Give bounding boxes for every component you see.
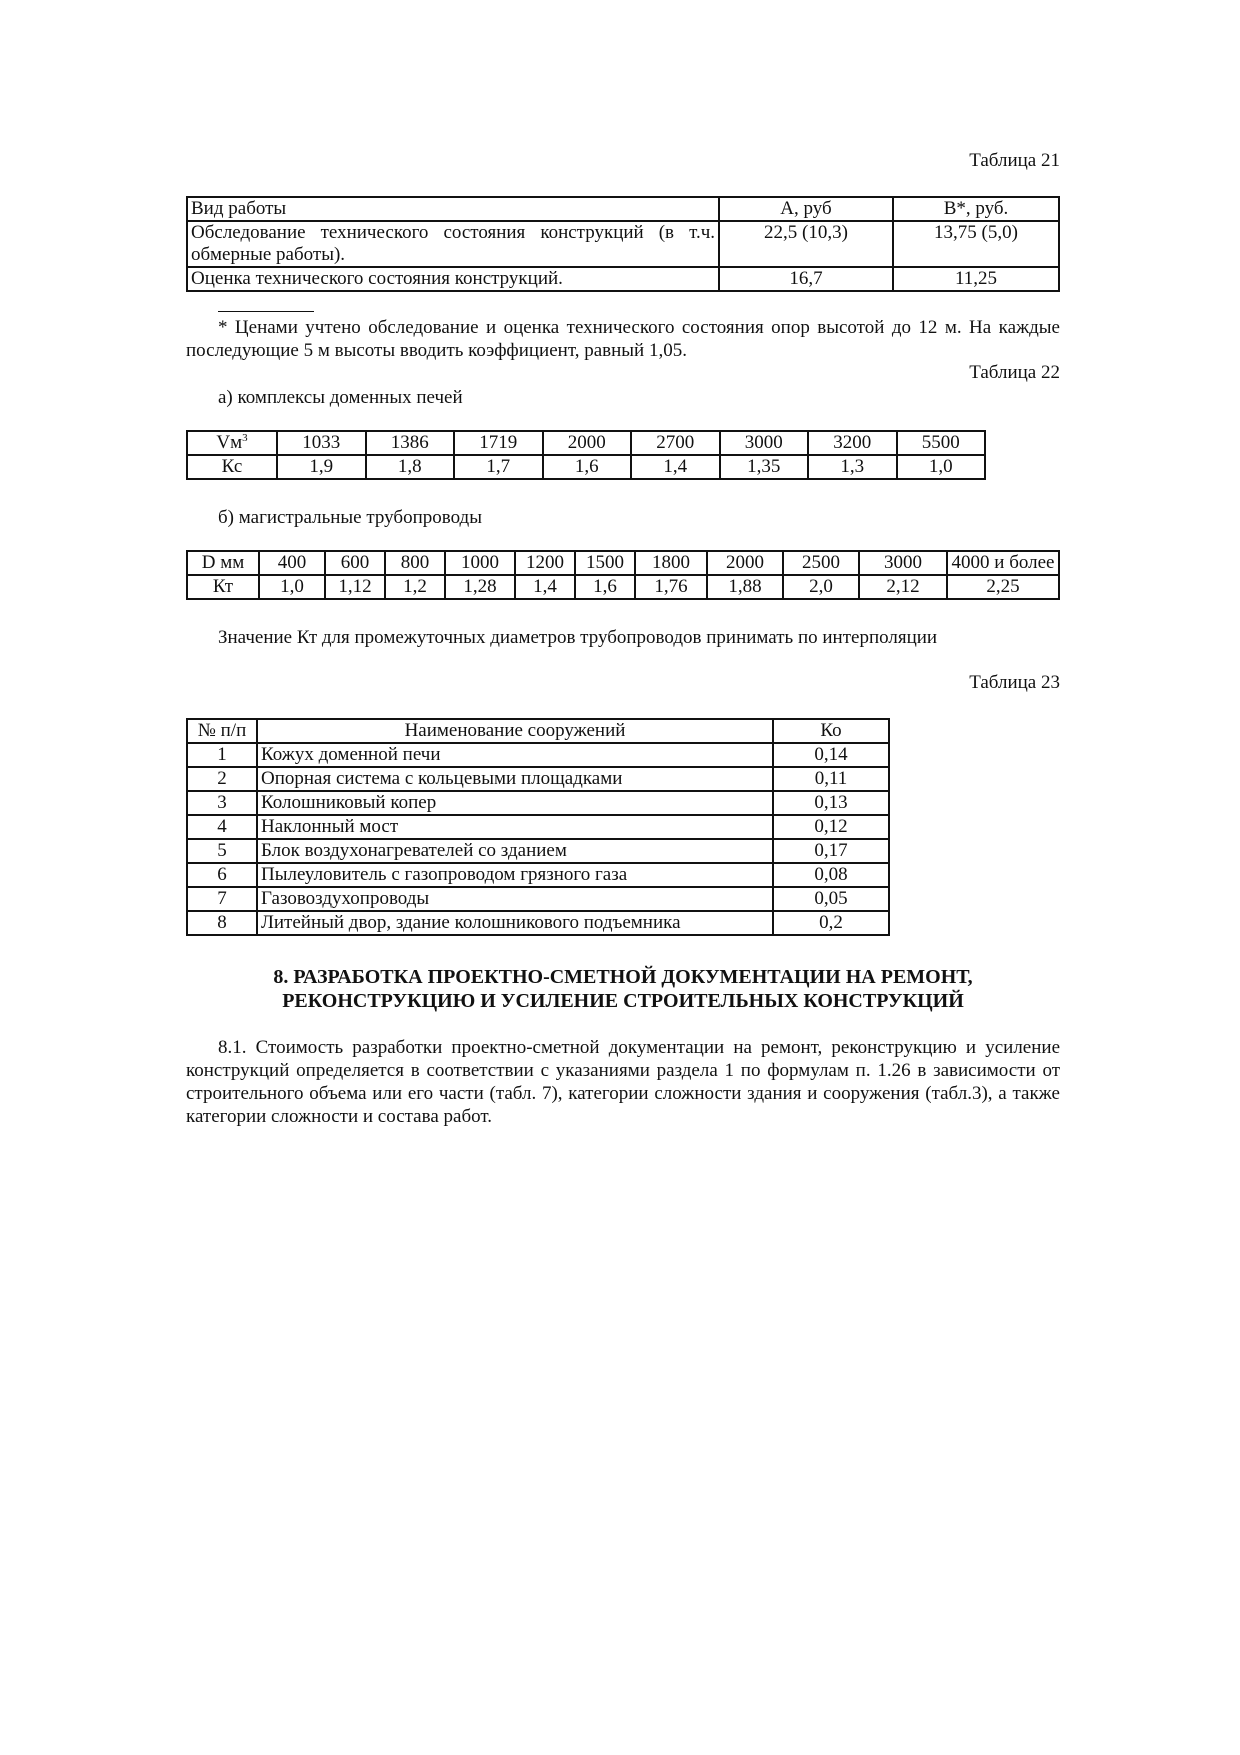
table21-a-value: 22,5 (10,3) <box>719 221 893 267</box>
table22a-volume-value: 2000 <box>543 431 632 455</box>
coefficient-value: 0,14 <box>773 743 889 767</box>
table-row <box>187 767 889 791</box>
table22-note: Значение Кт для промежуточных диаметров трубопроводов принимать по интерполяции <box>218 627 938 648</box>
table-row <box>187 743 889 767</box>
table21-work-name: Обследование технического состояния конструкций (в т.ч. обмерные работы). <box>187 221 719 267</box>
table22b-diameter-value: 1200 <box>515 551 575 575</box>
table22b-diameter-value: 3000 <box>859 551 947 575</box>
table21 <box>186 196 1060 292</box>
table-row <box>187 911 889 935</box>
row-number: 7 <box>187 887 257 911</box>
table21-b-value: 11,25 <box>893 267 1059 291</box>
structure-name: Колошниковый копер <box>257 791 773 815</box>
table22a-volume-value: 2700 <box>631 431 720 455</box>
table22b-coef-value: 2,25 <box>947 575 1059 599</box>
table-row <box>187 887 889 911</box>
table22b-coef-value: 1,76 <box>635 575 707 599</box>
table-row <box>187 815 889 839</box>
table22b-diameter-value: 2500 <box>783 551 859 575</box>
coefficient-value: 0,13 <box>773 791 889 815</box>
coefficient-value: 0,17 <box>773 839 889 863</box>
table21-work-name: Оценка технического состояния конструкций. <box>187 267 719 291</box>
table22a-volume-row <box>187 431 985 455</box>
table22-caption: Таблица 22 <box>969 362 1060 383</box>
table21-header-work: Вид работы <box>187 197 719 221</box>
table22b-coef-label: Кт <box>187 575 259 599</box>
coefficient-value: 0,2 <box>773 911 889 935</box>
structure-name: Наклонный мост <box>257 815 773 839</box>
structure-name: Литейный двор, здание колошникового подъемника <box>257 911 773 935</box>
structure-name: Пылеуловитель с газопроводом грязного газа <box>257 863 773 887</box>
table22a-coef-value: 1,8 <box>366 455 455 479</box>
row-number: 1 <box>187 743 257 767</box>
table22b-coef-value: 1,0 <box>259 575 325 599</box>
table22b-coef-value: 1,12 <box>325 575 385 599</box>
table-row <box>187 839 889 863</box>
table22a-volume-value: 1719 <box>454 431 543 455</box>
section-heading-line2: РЕКОНСТРУКЦИЮ И УСИЛЕНИЕ СТРОИТЕЛЬНЫХ КОНСТРУКЦИЙ <box>282 990 964 1012</box>
table22a-title: а) комплексы доменных печей <box>218 387 463 408</box>
table22a-volume-value: 1386 <box>366 431 455 455</box>
table22b-diameter-value: 400 <box>259 551 325 575</box>
table23 <box>186 718 890 936</box>
structure-name: Опорная система с кольцевыми площадками <box>257 767 773 791</box>
table-row <box>187 863 889 887</box>
table23-header-name: Наименование сооружений <box>257 719 773 743</box>
table23-header-num: № п/п <box>187 719 257 743</box>
table22b-diameter-row <box>187 551 1059 575</box>
coefficient-value: 0,05 <box>773 887 889 911</box>
table22b-coef-value: 2,12 <box>859 575 947 599</box>
table22b-diameter-value: 600 <box>325 551 385 575</box>
table22a <box>186 430 986 480</box>
table22a-volume-value: 1033 <box>277 431 366 455</box>
coefficient-value: 0,11 <box>773 767 889 791</box>
table-row <box>187 267 1059 291</box>
table23-header-coef: Ко <box>773 719 889 743</box>
coefficient-value: 0,08 <box>773 863 889 887</box>
table22b-coef-value: 1,6 <box>575 575 635 599</box>
row-number: 3 <box>187 791 257 815</box>
section-heading-line1: 8. РАЗРАБОТКА ПРОЕКТНО-СМЕТНОЙ ДОКУМЕНТАЦИИ НА РЕМОНТ, <box>273 966 973 988</box>
table22b-coef-value: 1,88 <box>707 575 783 599</box>
table22a-volume-value: 5500 <box>897 431 986 455</box>
table22b-diameter-value: 4000 и более <box>947 551 1059 575</box>
table21-header-row <box>187 197 1059 221</box>
table22a-coef-label: Кс <box>187 455 277 479</box>
table23-caption: Таблица 23 <box>969 672 1060 693</box>
table22b-diameter-value: 800 <box>385 551 445 575</box>
table22b-diameter-value: 2000 <box>707 551 783 575</box>
table21-header-b: В*, руб. <box>893 197 1059 221</box>
row-number: 6 <box>187 863 257 887</box>
table22b-diameter-value: 1500 <box>575 551 635 575</box>
table22b-coef-value: 1,2 <box>385 575 445 599</box>
structure-name: Блок воздухонагревателей со зданием <box>257 839 773 863</box>
table22a-coef-value: 1,7 <box>454 455 543 479</box>
table21-a-value: 16,7 <box>719 267 893 291</box>
row-number: 5 <box>187 839 257 863</box>
table22b-coef-value: 1,28 <box>445 575 515 599</box>
footnote-text: * Ценами учтено обследование и оценка технического состояния опор высотой до 12 м. На каждые последующие 5 м высоты вводить коэффициент, равный 1,05. <box>186 317 1060 361</box>
table22a-coef-row <box>187 455 985 479</box>
table23-header-row <box>187 719 889 743</box>
table22a-coef-value: 1,0 <box>897 455 986 479</box>
section-paragraph: 8.1. Стоимость разработки проектно-сметной документации на ремонт, реконструкцию и усиление конструкций определяется в соответствии с указаниями раздела 1 по формулам п. 1.26 в зависимости от строительного объема или его части (табл. 7), категории сложности здания и сооружения (табл.3), а также категории сложности и состава работ. <box>186 1037 1060 1127</box>
table22a-coef-value: 1,9 <box>277 455 366 479</box>
row-number: 2 <box>187 767 257 791</box>
coefficient-value: 0,12 <box>773 815 889 839</box>
table22a-volume-label: $Vм^3$ <box>187 431 277 455</box>
table22b-coef-row <box>187 575 1059 599</box>
table22a-coef-value: 1,35 <box>720 455 809 479</box>
table22b-title: б) магистральные трубопроводы <box>218 507 482 528</box>
table22b-diameter-value: 1800 <box>635 551 707 575</box>
table-row <box>187 221 1059 267</box>
table22b-coef-value: 1,4 <box>515 575 575 599</box>
structure-name: Кожух доменной печи <box>257 743 773 767</box>
table22a-coef-value: 1,4 <box>631 455 720 479</box>
table22b-diameter-value: 1000 <box>445 551 515 575</box>
table22b-diameter-label: D мм <box>187 551 259 575</box>
table22a-coef-value: 1,3 <box>808 455 897 479</box>
table21-caption: Таблица 21 <box>969 150 1060 171</box>
row-number: 8 <box>187 911 257 935</box>
table22b-coef-value: 2,0 <box>783 575 859 599</box>
table21-b-value: 13,75 (5,0) <box>893 221 1059 267</box>
structure-name: Газовоздухопроводы <box>257 887 773 911</box>
table-row <box>187 791 889 815</box>
table22a-volume-value: 3000 <box>720 431 809 455</box>
table22a-volume-value: 3200 <box>808 431 897 455</box>
table22a-coef-value: 1,6 <box>543 455 632 479</box>
table22b <box>186 550 1060 600</box>
footnote-rule <box>218 311 314 312</box>
row-number: 4 <box>187 815 257 839</box>
table21-header-a: А, руб <box>719 197 893 221</box>
